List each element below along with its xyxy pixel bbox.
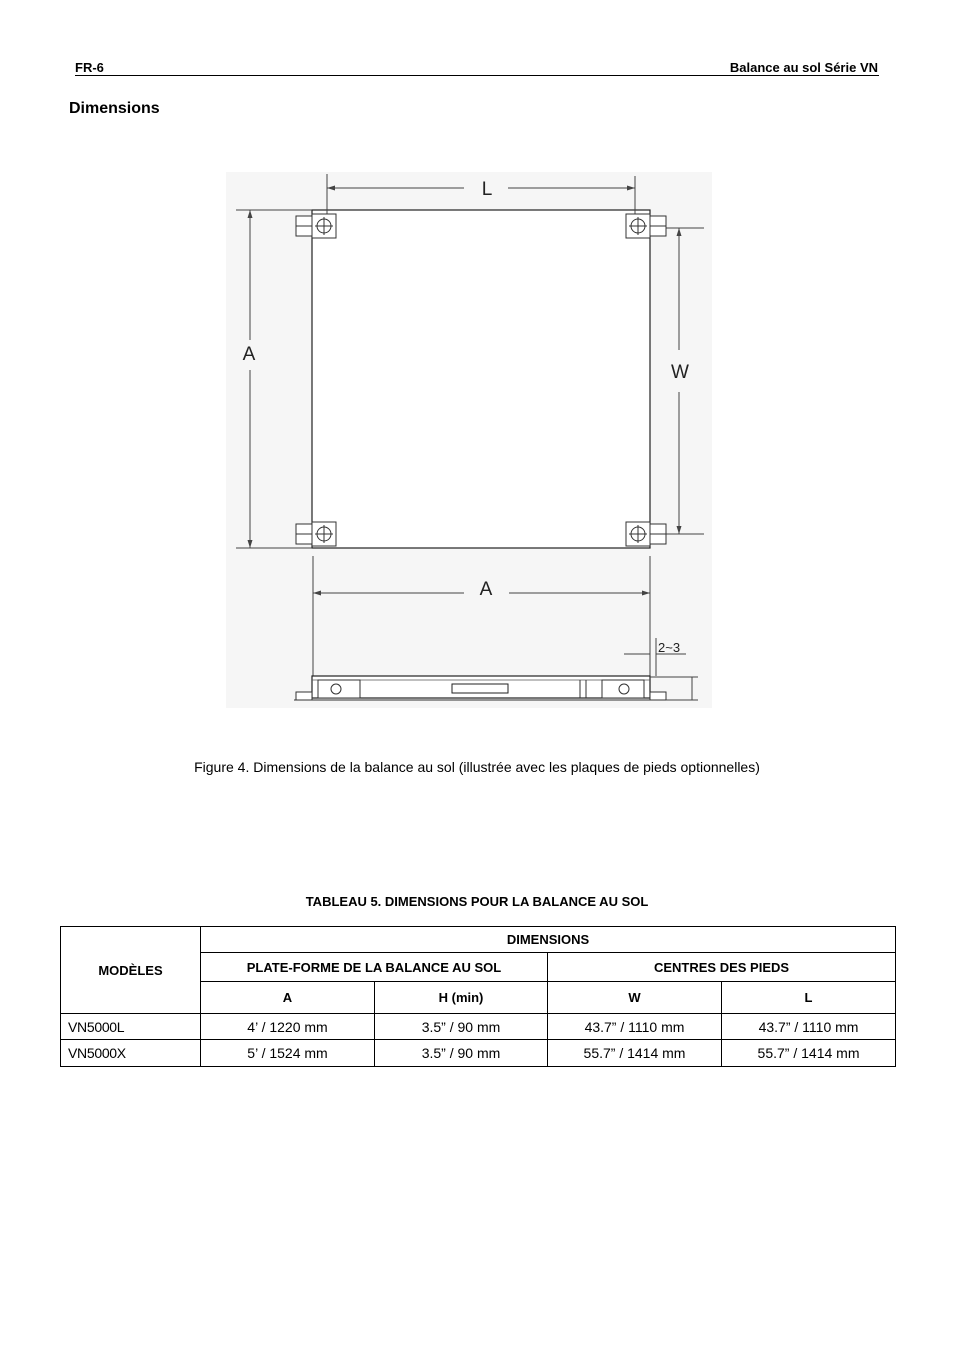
label-a-side: A	[242, 344, 256, 365]
foot-bottom-left	[296, 522, 336, 546]
elevation-pad-left	[296, 692, 312, 700]
cell-model: VN5000X	[61, 1040, 201, 1067]
dimension-drawing	[226, 172, 716, 710]
cell-w: 43.7” / 1110 mm	[548, 1014, 722, 1040]
header-feet-centers: CENTRES DES PIEDS	[548, 953, 896, 982]
page-number: FR-6	[75, 60, 104, 75]
label-w: W	[671, 362, 689, 383]
foot-bottom-right	[626, 522, 666, 546]
cell-l: 55.7” / 1414 mm	[722, 1040, 896, 1067]
header-rule	[75, 75, 879, 76]
cell-model: VN5000L	[61, 1014, 201, 1040]
cell-h: 3.5” / 90 mm	[375, 1040, 548, 1067]
subheader-a: A	[201, 982, 375, 1014]
table-row	[61, 1014, 896, 1040]
platform-outline	[312, 210, 650, 548]
header-dimensions: DIMENSIONS	[201, 927, 896, 953]
subheader-h: H (min)	[375, 982, 548, 1014]
elevation-pad-right	[650, 692, 666, 700]
label-gap: 2~3	[658, 640, 681, 655]
elevation-foot-left-wheel	[331, 684, 341, 694]
cell-a: 5’ / 1524 mm	[201, 1040, 375, 1067]
header-models: MODÈLES	[61, 927, 201, 1014]
cell-w: 55.7” / 1414 mm	[548, 1040, 722, 1067]
label-a-bottom: A	[479, 579, 493, 600]
figure-caption: Figure 4. Dimensions de la balance au sol (illustrée avec les plaques de pieds optionnelles)	[194, 759, 760, 775]
subheader-w: W	[548, 982, 722, 1014]
foot-top-left	[296, 214, 336, 238]
cell-l: 43.7” / 1110 mm	[722, 1014, 896, 1040]
label-l: L	[481, 179, 493, 200]
table-row	[61, 1040, 896, 1067]
header-platform: PLATE-FORME DE LA BALANCE AU SOL	[201, 953, 548, 982]
document-title: Balance au sol Série VN	[729, 60, 878, 75]
cell-h: 3.5” / 90 mm	[375, 1014, 548, 1040]
elevation-slot	[452, 684, 508, 693]
dimensions-table	[60, 926, 896, 1067]
table-title: TABLEAU 5. DIMENSIONS POUR LA BALANCE AU SOL	[305, 894, 649, 909]
elevation-foot-right-wheel	[619, 684, 629, 694]
section-title: Dimensions	[69, 100, 160, 117]
subheader-l: L	[722, 982, 896, 1014]
foot-top-right	[626, 214, 666, 238]
cell-a: 4’ / 1220 mm	[201, 1014, 375, 1040]
